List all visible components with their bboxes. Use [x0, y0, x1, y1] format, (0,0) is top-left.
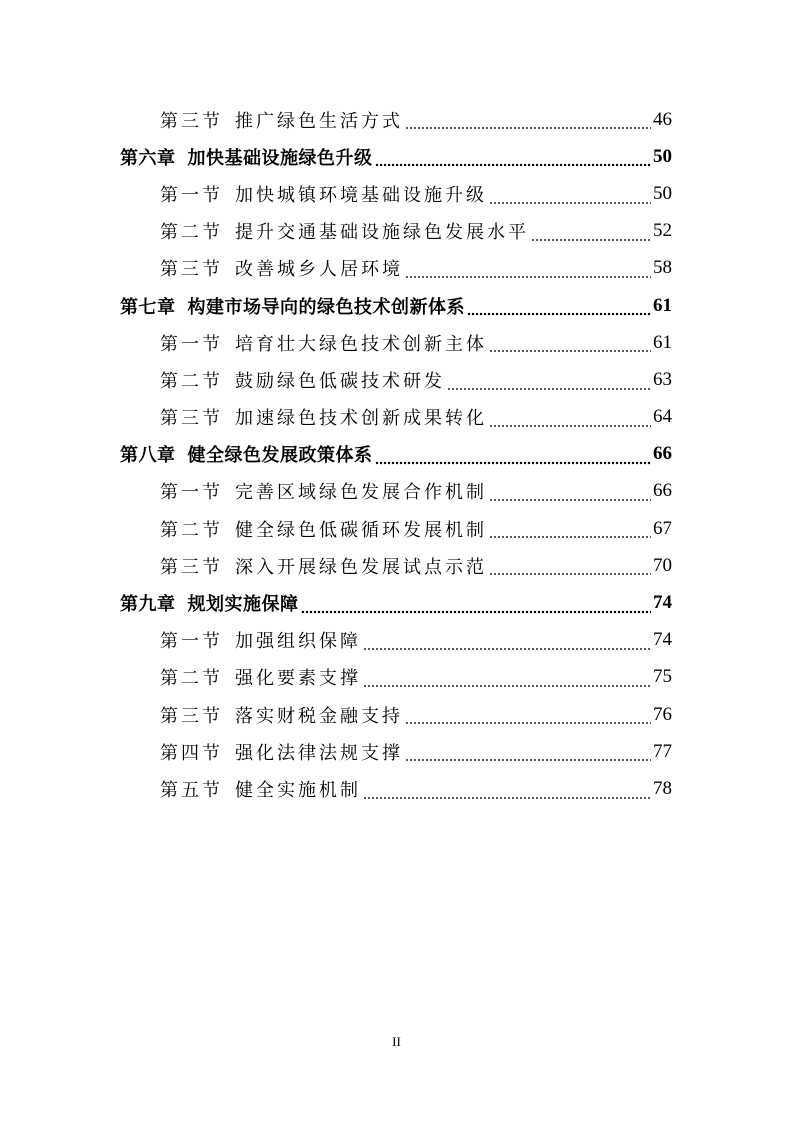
- toc-entry-title: 完善区域绿色发展合作机制: [235, 482, 487, 504]
- toc-entry-label: [160, 516, 487, 542]
- toc-entry-title: 健全实施机制: [235, 779, 361, 801]
- toc-entry-number: 第九章: [120, 594, 176, 616]
- toc-entry-title: 加快基础设施绿色升级: [187, 147, 373, 169]
- toc-entry-section[interactable]: [0, 213, 793, 250]
- toc-entry-label: [120, 144, 373, 170]
- toc-entry-chapter[interactable]: [0, 287, 793, 324]
- dot-leader: [405, 275, 651, 279]
- toc-entry-title: 规划实施保障: [187, 594, 299, 616]
- toc-entry-section[interactable]: [0, 361, 793, 398]
- toc-entry-number: 第四节: [160, 742, 223, 764]
- toc-entry-title: 改善城乡人居环境: [235, 259, 403, 281]
- toc-entry-number: 第七章: [120, 296, 176, 318]
- toc-entry-label: [160, 627, 361, 653]
- toc-entry-section[interactable]: [0, 101, 793, 138]
- toc-entry-section[interactable]: [0, 770, 793, 807]
- dot-leader: [489, 424, 651, 428]
- toc-entry-section[interactable]: [0, 733, 793, 770]
- toc-entry-page: 66: [653, 480, 672, 502]
- dot-leader: [467, 312, 651, 316]
- toc-entry-section[interactable]: [0, 696, 793, 733]
- toc-entry-label: [160, 478, 487, 504]
- toc-entry-number: 第一节: [160, 184, 223, 206]
- toc-entry-chapter[interactable]: [0, 436, 793, 473]
- toc-entry-number: 第一节: [160, 482, 223, 504]
- toc-entry-chapter[interactable]: [0, 138, 793, 175]
- toc-entry-number: 第二节: [160, 222, 223, 244]
- toc-entry-label: [160, 776, 361, 802]
- dot-leader: [405, 758, 651, 762]
- dot-leader: [489, 201, 651, 205]
- toc-entry-number: 第八章: [120, 445, 176, 467]
- toc-entry-label: [160, 181, 487, 207]
- toc-entry-section[interactable]: [0, 510, 793, 547]
- toc-entry-title: 培育壮大绿色技术创新主体: [235, 333, 487, 355]
- toc-entry-title: 推广绿色生活方式: [235, 110, 403, 132]
- toc-entry-page: 61: [653, 331, 672, 353]
- toc-entry-number: 第三节: [160, 110, 223, 132]
- dot-leader: [405, 126, 651, 130]
- toc-entry-label: [120, 590, 299, 616]
- toc-entry-section[interactable]: [0, 399, 793, 436]
- toc-entry-number: 第三节: [160, 259, 223, 281]
- dot-leader: [363, 647, 651, 651]
- toc-entry-title: 鼓励绿色低碳技术研发: [235, 370, 445, 392]
- toc-entry-page: 61: [653, 294, 672, 316]
- toc-entry-chapter[interactable]: [0, 584, 793, 621]
- toc-entry-page: 74: [653, 592, 672, 614]
- toc-entry-label: [160, 553, 487, 579]
- toc-entry-page: 78: [653, 777, 672, 799]
- toc-entry-section[interactable]: [0, 473, 793, 510]
- toc-entry-title: 加快城镇环境基础设施升级: [235, 184, 487, 206]
- page-number: II: [392, 1034, 401, 1049]
- toc-entry-label: [160, 404, 487, 430]
- toc-entry-number: 第二节: [160, 519, 223, 541]
- toc-entry-section[interactable]: [0, 250, 793, 287]
- toc-entry-number: 第五节: [160, 779, 223, 801]
- toc-entry-title: 加速绿色技术创新成果转化: [235, 408, 487, 430]
- toc-entry-page: 64: [653, 406, 672, 428]
- toc-entry-page: 50: [653, 182, 672, 204]
- dot-leader: [375, 461, 652, 465]
- toc-entry-number: 第三节: [160, 556, 223, 578]
- toc-entry-title: 提升交通基础设施绿色发展水平: [235, 222, 529, 244]
- toc-entry-title: 强化法律法规支撑: [235, 742, 403, 764]
- toc-entry-number: 第三节: [160, 408, 223, 430]
- toc-entry-title: 加强组织保障: [235, 631, 361, 653]
- toc-entry-label: [160, 367, 445, 393]
- toc-entry-page: 66: [653, 443, 672, 465]
- dot-leader: [531, 238, 651, 242]
- toc-entry-number: 第三节: [160, 705, 223, 727]
- toc-entry-title: 健全绿色发展政策体系: [187, 445, 373, 467]
- toc-entry-page: 75: [653, 666, 672, 688]
- toc-entry-label: [160, 330, 487, 356]
- toc-entry-title: 构建市场导向的绿色技术创新体系: [187, 296, 465, 318]
- toc-entry-page: 46: [653, 108, 672, 130]
- toc-entry-title: 健全绿色低碳循环发展机制: [235, 519, 487, 541]
- table-of-contents: [0, 101, 793, 808]
- toc-entry-number: 第一节: [160, 631, 223, 653]
- dot-leader: [363, 684, 651, 688]
- dot-leader: [363, 796, 651, 800]
- dot-leader: [447, 387, 651, 391]
- dot-leader: [489, 349, 651, 353]
- toc-entry-number: 第二节: [160, 370, 223, 392]
- toc-entry-page: 58: [653, 257, 672, 279]
- toc-entry-page: 50: [653, 145, 672, 167]
- toc-entry-label: [120, 441, 373, 467]
- dot-leader: [405, 721, 651, 725]
- toc-entry-label: [160, 255, 403, 281]
- toc-entry-number: 第一节: [160, 333, 223, 355]
- toc-entry-section[interactable]: [0, 622, 793, 659]
- toc-entry-label: [160, 739, 403, 765]
- toc-entry-number: 第六章: [120, 147, 176, 169]
- toc-entry-page: 67: [653, 517, 672, 539]
- toc-entry-section[interactable]: [0, 659, 793, 696]
- toc-entry-label: [120, 293, 465, 319]
- toc-entry-page: 70: [653, 554, 672, 576]
- toc-entry-label: [160, 664, 361, 690]
- toc-entry-label: [160, 107, 403, 133]
- toc-entry-label: [160, 218, 529, 244]
- toc-entry-number: 第二节: [160, 668, 223, 690]
- toc-entry-page: 76: [653, 703, 672, 725]
- toc-entry-label: [160, 702, 403, 728]
- toc-entry-page: 77: [653, 740, 672, 762]
- dot-leader: [489, 572, 651, 576]
- toc-entry-section[interactable]: [0, 175, 793, 212]
- toc-entry-page: 63: [653, 368, 672, 390]
- toc-entry-page: 74: [653, 629, 672, 651]
- toc-entry-title: 深入开展绿色发展试点示范: [235, 556, 487, 578]
- toc-entry-section[interactable]: [0, 324, 793, 361]
- toc-entry-page: 52: [653, 220, 672, 242]
- toc-entry-section[interactable]: [0, 547, 793, 584]
- dot-leader: [301, 610, 652, 614]
- toc-entry-title: 强化要素支撑: [235, 668, 361, 690]
- toc-entry-title: 落实财税金融支持: [235, 705, 403, 727]
- dot-leader: [489, 535, 651, 539]
- dot-leader: [489, 498, 651, 502]
- dot-leader: [375, 163, 652, 167]
